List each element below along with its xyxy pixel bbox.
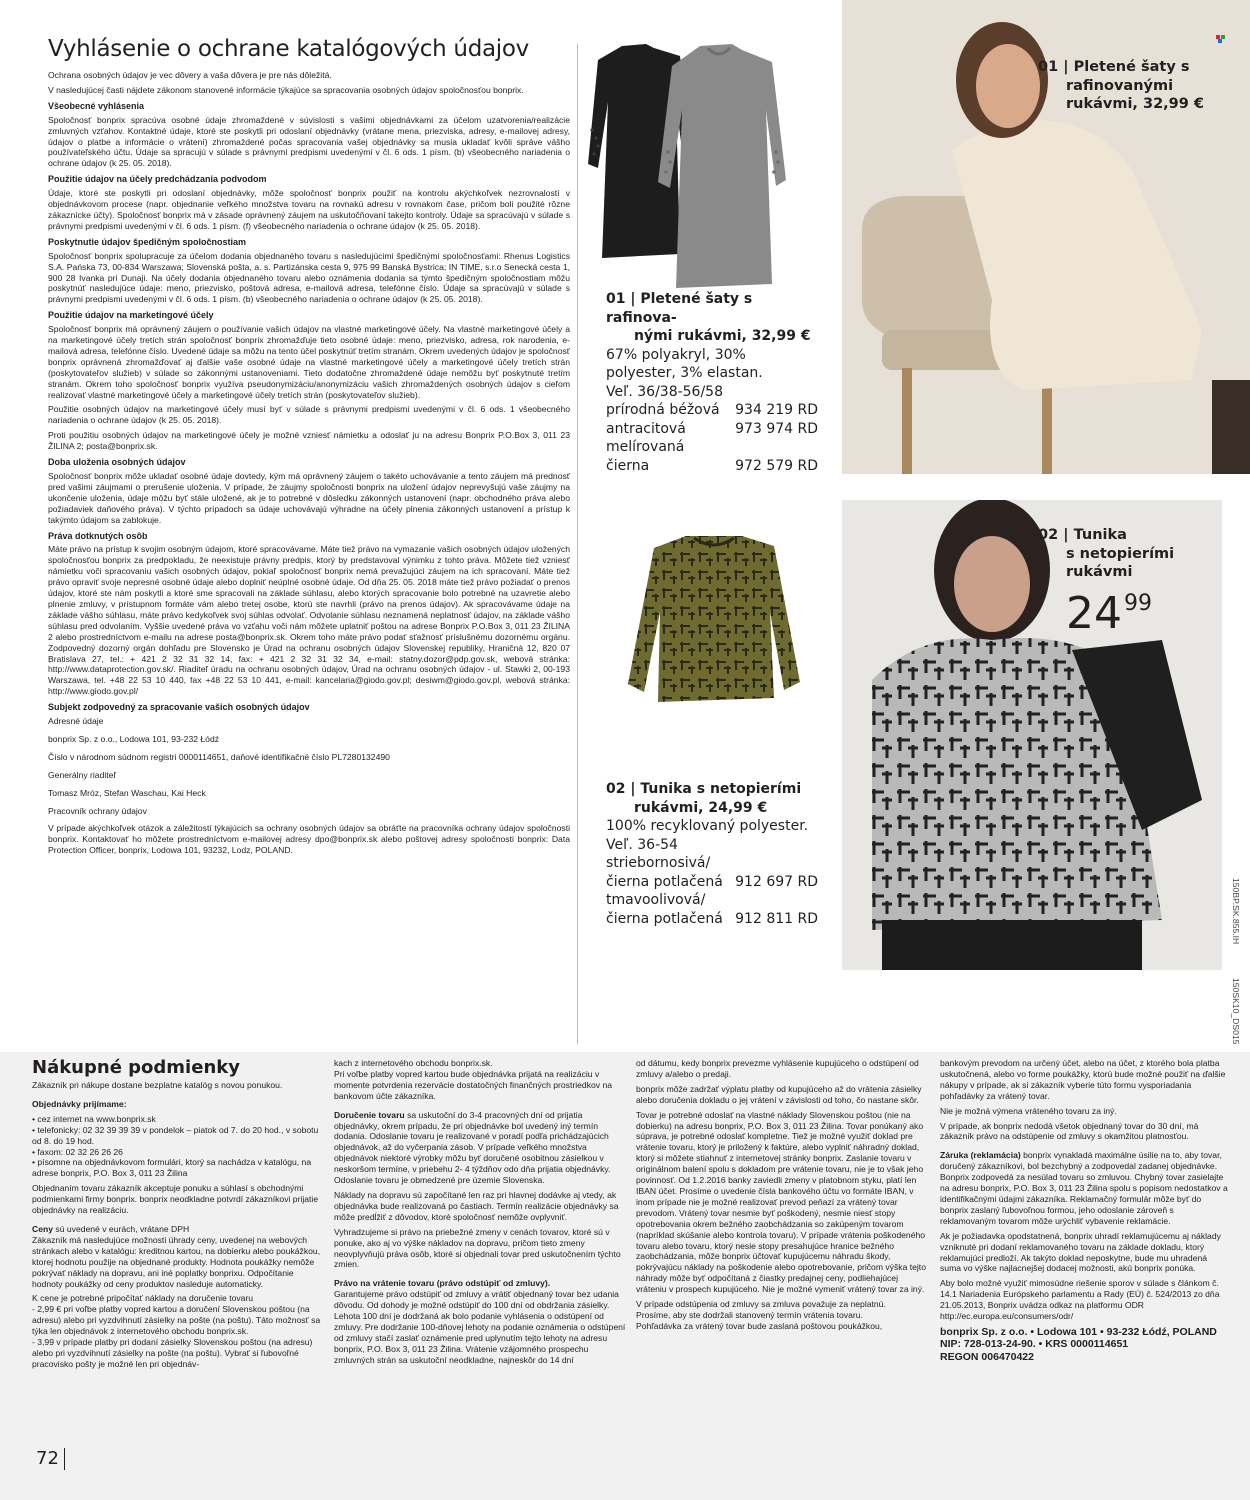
terms-text: bonprix môže zadržať výplatu platby od kupujúceho až do vrátenia zásielky alebo doručenia dokladu o jej vrátení v závislosti od toho, čo nastane skôr. xyxy=(636,1083,922,1105)
shipping-intro: K cene je potrebné pripočítať náklady na doručenie tovaru xyxy=(32,1293,254,1304)
label-line: rukávmi, 32,99 € xyxy=(1066,96,1204,112)
prices-heading: Ceny xyxy=(32,1223,54,1234)
withdraw-heading: Právo na vrátenie tovaru (právo odstúpiť od zmluvy). xyxy=(334,1278,551,1289)
product-1-photo-label: 01 | Pletené šaty s rafinovanými rukávmi, 32,99 € xyxy=(1038,58,1248,114)
brand-mark-icon xyxy=(1216,30,1226,38)
company-regon: REGON 006470422 xyxy=(940,1350,1034,1363)
product-1-caption: 01 | Pletené šaty s rafinova- nými rukávmi, 32,99 € 67% polyakryl, 30% polyester, 3% elastan. Veľ. 36/38-56/58 prírodná béžová 934 219 RD antracitová melírovaná 973 974 RD čierna 972 579 RD xyxy=(606,291,818,474)
company-ids: NIP: 728-013-24-90. • KRS 0000114651 xyxy=(940,1338,1129,1351)
terms-text: V prípade, ak bonprix nedodá všetok objednaný tovar do 30 dní, má zákazník právo na odstúpenie od zmluvy s okamžitou platnosťou. xyxy=(940,1120,1199,1142)
privacy-heading-fraud: Použitie údajov na účely predchádzania podvodom xyxy=(48,174,267,185)
delivery-body: sa uskutoční do 3-4 pracovných dní od prijatia objednávky, okrem prípadu, že pri objednávke bol uvedený iný termín dodania. Odoslanie tovaru je realizované v poradí podľa prichádzajúcich objednávok, až do vyčerpania zásob. V prípade veľkého množstva objednávok niektoré výrobky môžu byť doručené osobitnou zásielkou v neskoršom termíne, v priebehu 2- 4 týždňov odo dňa prijatia objednávky. Odoslanie tovaru je obmedzené pre územie Slovenska. xyxy=(334,1109,611,1186)
variant-code: 973 974 RD xyxy=(735,420,818,437)
terms-text: od dátumu, kedy bonprix prevezme vyhlásenie kupujúceho o odstúpení od zmluvy a/alebo o predaji. xyxy=(636,1058,919,1079)
terms-text: Ak je požiadavka opodstatnená, bonprix uhradí reklamujúcemu aj náklady vzniknuté pri dodaní reklamovaného tovaru na základe dokladu, ktorý reklamujúci predloží. Ak takýto doklad neposkytne, bude mu uhradená suma vo výške najlacnejšej dodacej možnosti, akú bonprix ponúka. xyxy=(940,1230,1221,1274)
product-2-caption: 02 | Tunika s netopierími rukávmi, 24,99 € 100% recyklovaný polyester. Veľ. 36-54 striebornosivá/ čierna potlačená 912 697 RD tmavoolivová/ čierna potlačená 912 811 RD xyxy=(606,781,818,927)
terms-intro: Zákazník pri nákupe dostane bezplatne katalóg s novou ponukou. xyxy=(32,1080,283,1090)
warranty-body: bonprix vynakladá maximálne úsilie na to, aby tovar, doručený zákazníkovi, bol bezchybný a zodpovedal zadanej objednávke. Bonprix zodpovedá za nesúlad tovaru so zmluvou. Chybný tovar zasielajte na adresu bonprix, P.O. Box 3, 011 23 Žilina spolu s popisom nedostatkov a identifikačnými údajmi zákazníka. Reklamačný formulár môže byť do bonprix zaslaný ľubovoľnou formou, jeho odoslanie zároveň s reklamovaným tovarom môže urýchliť vybavenie reklamácie. xyxy=(940,1150,1228,1226)
privacy-body-retention: Spoločnosť bonprix môže ukladať osobné údaje dovtedy, kým má oprávnený záujem o takéto uchovávanie a tento záujem má prednosť pred vašimi záujmami o prerušenie uloženia. V prípade, že záujmy spoločnosti bonprix na uložení údajov neprevyšujú vaše záujmy na ukončenie uloženia, údaje môžu byť stále uložené, ak je to potrebné v dôsledku zákonných ustanovení (napr. obchodného práva alebo požiadaviek daňového práva). V týchto prípadoch sa údaje uchovávajú výhradne na účely plnenia zákonných ustanovení a prístup k takýmto údajom sa zablokuje. xyxy=(48,471,570,525)
controller-line: Adresné údaje xyxy=(48,716,104,727)
orders-item: • písomne na objednávkovom formulári, ktorý sa nachádza v katalógu, na adrese bonprix, P.O. Box 3, 011 23 Žilina xyxy=(32,1157,312,1179)
product-1-name: Pletené šaty s rafinova- xyxy=(606,291,753,326)
controller-line: Generálny riaditeľ xyxy=(48,769,116,780)
terms-text: Tovar je potrebné odoslať na vlastné náklady Slovenskou poštou (nie na dobierku) na adresu bonprix, P.O. Box 3, 011 23 Žilina. Tovar ponúkaný ako súprava, je potrebné odoslať kompletne. Tiež je možné využiť doklad pre vrátenie tovaru, ktorý je priložený k faktúre, alebo vyplniť náhradný doklad, ktorý si môžete stiahnuť z internetovej stránky bonprix. Zaslanie tovaru v originálnom balení spolu s dokladom pre vrátenie tovaru, nie je to však jeho povinnosť. Od 1.2.2016 banky zaviedli zmeny v platobnom styku, platí len IBAN účet. Prosíme o uvedenie čísla bankového účtu vo formáte IBAN, v inom prípade nie je možné realizovať prevod peňazí za vrátený tovar prevodom. Vrátený tovar nesmie byť poškodený, nesmie niesť stopy opotrebovania okrem bežného zaobchádzania so zakúpeným tovarom (napríklad skúšanie alebo kontrola tovaru). V prípade vrátenia poškodeného tovaru alebo tovaru, ktorý nesie stopy presahujúce hranice bežného zaobchádzania, môže bonprix účtovať kupujúcemu náhradu škody, pokrývajúcu náklady na poškodenie alebo opotrebovanie, pričom výška tejto náhrady môže byť odpočítaná z čiastky predajnej ceny, podliehajúcej vráteniu v prospech kupujúceho. Nie je možné vymeniť vrátený tovar za iný. xyxy=(636,1109,926,1295)
privacy-heading-marketing: Použitie údajov na marketingové účely xyxy=(48,310,214,321)
terms-title: Nákupné podmienky xyxy=(32,1057,240,1078)
terms-text: Nie je možná výmena vráteného tovaru za iný. xyxy=(940,1105,1117,1116)
variant-code: 934 219 RD xyxy=(735,402,818,418)
privacy-body-marketing-3: Proti použitiu osobných údajov na marketingové účely je možné vzniesť námietku a odoslať ju na adresu Bonprix P.O.Box 3, 011 23 ŽILINA 2; posta@bonprix.sk. xyxy=(48,430,570,452)
terms-text: Pri voľbe platby vopred kartou bude objednávka prijatá na realizáciu v momente potvrdenia rezervácie dostatočných finančných prostriedkov na bankovom účte zákazníka. xyxy=(334,1068,613,1101)
privacy-body-fraud: Údaje, ktoré ste poskytli pri odoslaní objednávky, môže spoločnosť bonprix použiť na kontrolu akýchkoľvek nezrovnalostí v objednávkovom procese (napr. objednanie veľkého množstva tovaru na rovnakú adresu v rovnakom čase, pričom boli použité rôzne zákaznícke účty). Spoločnosť bonprix má v zásade oprávnený záujem na uskutočňovaní takejto kontroly. Údaje sa spracúvajú v súlade s právnymi predpismi uvedenými v čl. 6 ods. 1 písm. (f) všeobecného nariadenia o ochrane údajov (k 25. 05. 2018). xyxy=(48,188,570,231)
terms-text: V prípade odstúpenia od zmluvy sa zmluva považuje za neplatnú. xyxy=(636,1299,886,1310)
product-2-photo-label: 02 | Tunika s netopierími rukávmi xyxy=(1038,526,1238,582)
terms-text: Náklady na dopravu sú započítané len raz pri hlavnej dodávke aj vtedy, ak objednávka bude realizovaná po častiach. Termín realizácie objednávky sa môže predĺžiť z dôvodov, ktoré spoločnosť nemôže ovplyvniť. xyxy=(334,1189,619,1222)
label-line: rafinovanými xyxy=(1066,77,1174,94)
page-number-divider xyxy=(64,1448,65,1470)
privacy-intro-2: V nasledujúcej časti nájdete zákonom stanovené informácie týkajúce sa spracovania osobných údajov spoločnosťou bonprix. xyxy=(48,84,524,95)
price-integer: 24 xyxy=(1066,588,1122,639)
variant-color: prírodná béžová xyxy=(606,402,720,418)
privacy-body-rights: Máte právo na prístup k svojim osobným údajom, ktoré spracovávame. Máte tiež právo na vymazanie vašich osobných údajov uložených spoločnosťou bonprix za predpokladu, že neexistuje právny predpis, ktorý by predstavoval výnimku z tohto práva. Môžete tiež vzniesť námietku voči spracovaniu vašich osobných údajov, pokiaľ spoločnosť bonprix nemá prevažujúci záujem na ich spracovaní. Máte tiež právo opraviť svoje nepresné osobné údaje alebo doplniť neúplné osobné údaje. Od dňa 25. 05. 2018 máte tiež právo požiadať o prenos údajov, ktoré ste nám poskytli a ktoré sme spracovali na základe súhlasu, alebo ktorých spracovanie bolo potrebné na uzavretie alebo plnenie zmluvy, v prístupnom formáte vám alebo tretej osobe, ktorú ste navrhli (právo na prenos údajov). Ak spracovávame údaje na základe vášho súhlasu, máte právo kedykoľvek svoj súhlas odvolať. Odvolanie súhlasu neznamená neplatnosť údajov, na základe vášho súhlasu pred odvolaním. Vyššie uvedené práva vo vzťahu voči nám môžete uplatniť poštou na adrese Bonprix P.O.Box 3, 011 23 ŽILINA 2 alebo prostredníctvom e-mailu na adrese posta@bonprix.sk. Okrem toho máte právo podať sťažnosť príslušnému dozornému orgánu. Zodpovedný dozorný orgán dohľadu pre Slovensko je Úrad na ochranu osobných údajov Slovenskej republiky, Hraničná 12, 820 07 Bratislava 27, tel.: + 421 2 32 31 32 14, fax: + 421 2 32 31 32 34, e-mail: statny.dozor@pdp.gov.sk, webová stránka: http://www.dataprotection.gov.sk/. Riaditeľ úradu na ochranu osobných údajov, Úrad na ochranu osobných údajov - ul. Stawki 2, 00-193 Warszawa, tel. +48 22 53 10 440, fax +48 22 53 10 441, e-mail: kancelaria@giodo.gov.pl; desiwm@giodo.gov.pl, webová stránka: http://www.giodo.gov.pl/ xyxy=(48,544,570,697)
product-2-size: Veľ. 36-54 xyxy=(606,836,678,853)
prices-body: Zákazník má nasledujúce možnosti úhrady ceny, uvedenej na webových stránkach alebo v katalógu: kreditnou kartou, na dobierku alebo poukážkou, ktorej hodnotu použije na objednané produkty. Hodnota poukážky nemôže pokrývať náklady na dopravu, ani iné poplatky bonprixu. Odpočítanie hodnoty poukážky od ceny produktov nasleduje automaticky. xyxy=(32,1234,321,1289)
prices-heading-rest: sú uvedené v eurách, vrátane DPH xyxy=(53,1223,190,1234)
privacy-intro-1: Ochrana osobných údajov je vec dôvery a vaša dôvera je pre nás dôležitá. xyxy=(48,70,332,80)
variant-code: 972 579 RD xyxy=(735,457,818,474)
orders-item: • faxom: 02 32 26 26 26 xyxy=(32,1146,123,1157)
price-decimal: 99 xyxy=(1124,591,1152,616)
variant-color: striebornosivá/ xyxy=(606,855,711,871)
company-address: bonprix Sp. z o.o. • Lodowa 101 • 93-232 Łódź, POLAND xyxy=(940,1325,1217,1338)
privacy-body-marketing-2: Použitie osobných údajov na marketingové účely musí byť v súlade s právnymi predpismi uvedenými v čl. 6 ods. 1 všeobecného nariadenia o ochrane údajov (k 25. 05. 2018). xyxy=(48,404,570,426)
product-1-material: 67% polyakryl, 30% polyester, 3% elastan. xyxy=(606,346,763,381)
olive-tunic-image xyxy=(624,532,806,710)
terms-column-4 xyxy=(940,1058,1230,1363)
product-2-number: 02 xyxy=(606,781,626,797)
controller-line: Číslo v národnom súdnom registri 0000114651, daňové identifikačné číslo PL7280132490 xyxy=(48,751,390,762)
label-number: 02 xyxy=(1038,527,1059,543)
label-line: rukávmi xyxy=(1066,564,1133,580)
side-code-text: 150BP.SK.855.IH xyxy=(1231,878,1241,945)
variant-color: čierna potlačená xyxy=(606,873,723,890)
variant-code: 912 697 RD xyxy=(735,873,818,890)
controller-line: Pracovník ochrany údajov xyxy=(48,805,147,816)
controller-line: Tomasz Mróz, Stefan Waschau, Kai Heck xyxy=(48,787,206,798)
shipping-option-1: - 2,99 € pri voľbe platby vopred kartou a doručení Slovenskou poštou (na adresu) alebo pri vyzdvihnutí zásielky na pošte (na poštu). Táto možnosť sa týka len objednávok z internetového obchodu bonprix.sk. xyxy=(32,1304,321,1337)
page-number: 72 xyxy=(36,1448,59,1469)
controller-line: bonprix Sp. z o.o., Lodowa 101, 93-232 Łódź xyxy=(48,733,220,744)
delivery-heading: Doručenie tovaru xyxy=(334,1109,405,1120)
terms-text: kach z internetového obchodu bonprix.sk. xyxy=(334,1058,493,1068)
variant-color: tmavoolivová/ xyxy=(606,892,706,908)
product-1-size: Veľ. 36/38-56/58 xyxy=(606,383,723,400)
label-line: Pletené šaty s xyxy=(1073,59,1190,75)
column-divider xyxy=(577,44,578,1044)
terms-text: Aby bolo možné využiť mimosúdne riešenie sporov v súlade s článkom č. 14.1 Nariadenia Európskeho parlamentu a Rady (EÚ) č. 524/2013 zo dňa 21.05.2013, Bonprix uvádza odkaz na platformu ODR http://ec.europa.eu/consumers/odr/ xyxy=(940,1278,1220,1322)
label-line: s netopierími xyxy=(1066,545,1175,562)
terms-text: Pohľadávka za vrátený tovar bude zaslaná poštovou poukážkou, xyxy=(636,1320,883,1331)
orders-heading: Objednávky prijímame: xyxy=(32,1098,127,1109)
privacy-title: Vyhlásenie o ochrane katalógových údajov xyxy=(48,36,529,62)
privacy-section xyxy=(48,36,570,860)
orders-body: Objednaním tovaru zákazník akceptuje ponuku a súhlasí s obchodnými podmienkami firmy bonprix. bonprix neodkladne potvrdí zákazníkovi prijatie objednávky na realizáciu. xyxy=(32,1183,319,1216)
terms-column-3 xyxy=(636,1058,928,1336)
side-code-2 xyxy=(1229,978,1243,1048)
withdraw-body: Garantujeme právo odstúpiť od zmluvy a vrátiť objednaný tovar bez udania dôvodu. Od dohody je možné odstúpiť do 100 dní od obdržania zásielky. Lehota 100 dní je dodržaná ak bolo podanie vyhlásenia o odstúpení od zmluvy. Pre dodržanie 100-dňovej lehoty na podanie oznámenia o odstúpení od zmluvy stačí zaslať oznámenie pred uplynutím tejto lehoty na adresu bonprix, P.O. Box 3, 011 23 Žilina. Vrátenie vzájomného prospechu zmluvných strán sa uskutoční neodkladne, najneskôr do 14 dní xyxy=(334,1289,626,1365)
terms-column-2 xyxy=(334,1058,626,1370)
orders-item: • telefonicky: 02 32 39 39 39 v pondelok – piatok od 7. do 20 hod., v sobotu od 8. do 19 hod. xyxy=(32,1124,319,1146)
variant-color: čierna xyxy=(606,457,650,474)
product-2-material: 100% recyklovaný polyester. xyxy=(606,818,809,834)
variant-color: čierna potlačená xyxy=(606,910,723,927)
privacy-closing: V prípade akýchkoľvek otázok a záležitostí týkajúcich sa ochrany osobných údajov sa obráťte na pracovníka ochrany údajov spoločnosti bonprix. Kontaktovať ho môžete prostredníctvom e-mailovej adresy dpo@bonprix.sk alebo poštovej adresy spoločnosti bonprix: Data Protection Officer, bonprix, Lodowa 101, 93232, Lodz, POLAND. xyxy=(48,823,570,856)
variant-color: antracitová melírovaná xyxy=(606,420,686,455)
privacy-heading-general: Všeobecné vyhlásenia xyxy=(48,100,145,111)
label-number: 01 xyxy=(1038,59,1059,75)
terms-column-1 xyxy=(32,1080,322,1374)
side-code-text: 150SK10_DS015 xyxy=(1231,978,1241,1045)
privacy-heading-controller: Subjekt zodpovedný za spracovanie vašich osobných údajov xyxy=(48,702,310,713)
label-line: Tunika xyxy=(1073,527,1127,543)
privacy-heading-shipping: Poskytnutie údajov špedičným spoločnostiam xyxy=(48,236,247,247)
side-code-1 xyxy=(1229,878,1243,968)
shipping-option-2: - 3,99 v prípade platby pri dodaní zásielky Slovenskou poštou (na adresu) alebo pri vyzdvihnutí zásielky na pošte (na poštu). Vybrať si ľubovoľné pracovisko pošty je možné len pri objednáv- xyxy=(32,1337,313,1369)
terms-text: Vyhradzujeme si právo na priebežné zmeny v cenách tovarov, ktoré sú v ponuke, ako aj vo výške nákladov na dopravu, pričom tieto zmeny neovplyvňujú práva osôb, ktoré si objednali tovar pred uskutočnením týchto zmien. xyxy=(334,1226,621,1270)
product-1-name-2: nými rukávmi, 32,99 € xyxy=(634,328,811,344)
product-2-name: Tunika s netopierími xyxy=(640,781,802,797)
orders-item: • cez internet na www.bonprix.sk xyxy=(32,1113,156,1124)
variant-code: 912 811 RD xyxy=(735,910,818,927)
product-2-name-2: rukávmi, 24,99 € xyxy=(634,799,768,816)
privacy-heading-rights: Práva dotknutých osôb xyxy=(48,530,148,541)
privacy-body-general: Spoločnosť bonprix spracúva osobné údaje zhromaždené v súvislosti s vašimi objednávkami za účelom uzatvorenia/realizácie zmluvných vzťahov. Kontaktné údaje, ktoré ste poskytli pri odoslaní objednávky (vrátane mena, priezviska, adresy, e-mailovej adresy, údajov o platbe a informácie o vrátení) zhromaždené počas spracovania vašej objednávky sa musia ukladať kvôli správe vášho používateľského účtu. Údaje sa spracujú v súlade s právnymi predpismi uvedenými v čl. 6 ods. 1 písm. (b) všeobecného nariadenia o ochrane údajov (k 25. 05. 2018). xyxy=(48,114,570,169)
privacy-heading-retention: Doba uloženia osobných údajov xyxy=(48,457,186,468)
terms-text: bankovým prevodom na určený účet, alebo na účet, z ktorého bola platba uskutočnená, alebo vo forme poukážky, ktorú bude možné použiť na ďalšie nákupy v prípade, ak si zákazník vyberie túto formu vysporiadania pohľadávky za vrátený tovar. xyxy=(940,1058,1226,1101)
terms-text: Prosíme, aby ste dodržali stanovený termín vrátenia tovaru. xyxy=(636,1309,863,1320)
privacy-body-shipping: Spoločnosť bonprix spolupracuje za účelom dodania objednaného tovaru s nasledujúcimi špedičnými spoločnosťami: Rhenus Logistics S.A. Pańska 73, 00-834 Warszawa; Slovenská pošta, a. s. Partizánska cesta 9, 975 99 Banská Bystrica; IN TIME, s.r.o Senecká cesta 1, 900 28 Ivanka pri Dunaji. Na účely dodania objednaného tovaru alebo oznámenia dodania sa týmto špedičným spoločnostiam môžu poskytnúť nasledujúce údaje: meno, priezvisko, poštová adresa, e-mailová adresa, telefónne číslo. Údaje sa spracúvajú v súlade s právnymi predpismi uvedenými v čl. 6 ods. 1 písm. (b) všeobecného nariadenia o ochrane údajov (k 25. 05. 2018). xyxy=(48,250,570,305)
grey-dress-image xyxy=(654,40,789,290)
warranty-heading: Záruka (reklamácia) xyxy=(940,1150,1021,1161)
product-1-number: 01 xyxy=(606,291,626,307)
product-2-big-price xyxy=(1066,582,1152,639)
privacy-body-marketing: Spoločnosť bonprix má oprávnený záujem o používanie vašich údajov na vlastné marketingové účely. Na vlastné marketingové účely a na marketingové účely tretích strán spoločnosť bonprix zhromažďuje tieto osobné údaje: meno, priezvisko, adresa, rok narodenia, e-mailová adresa, telefónne číslo. Uvedené údaje sa môžu na tento účel poskytnúť tretím stranám. Okrem uvedených údajov je spoločnosť bonprix oprávnená zhromažďovať aj ďalšie vaše osobné údaje na vlastné marketingové účely a marketingové účely tretích strán (poskytovateľov služieb) v súlade so zákonnými ustanoveniami. Tieto dodatočne zhromaždené údaje nemôžu byť poskytnuté tretím stranám. Okrem toho spoločnosť bonprix využíva pseudonymizáciu/anonymizáciu vašich zhromaždených osobných údajov s cieľom realizovať vlastné marketingové účely a marketingové účely tretích strán (poskytovateľov služieb). xyxy=(48,324,570,400)
